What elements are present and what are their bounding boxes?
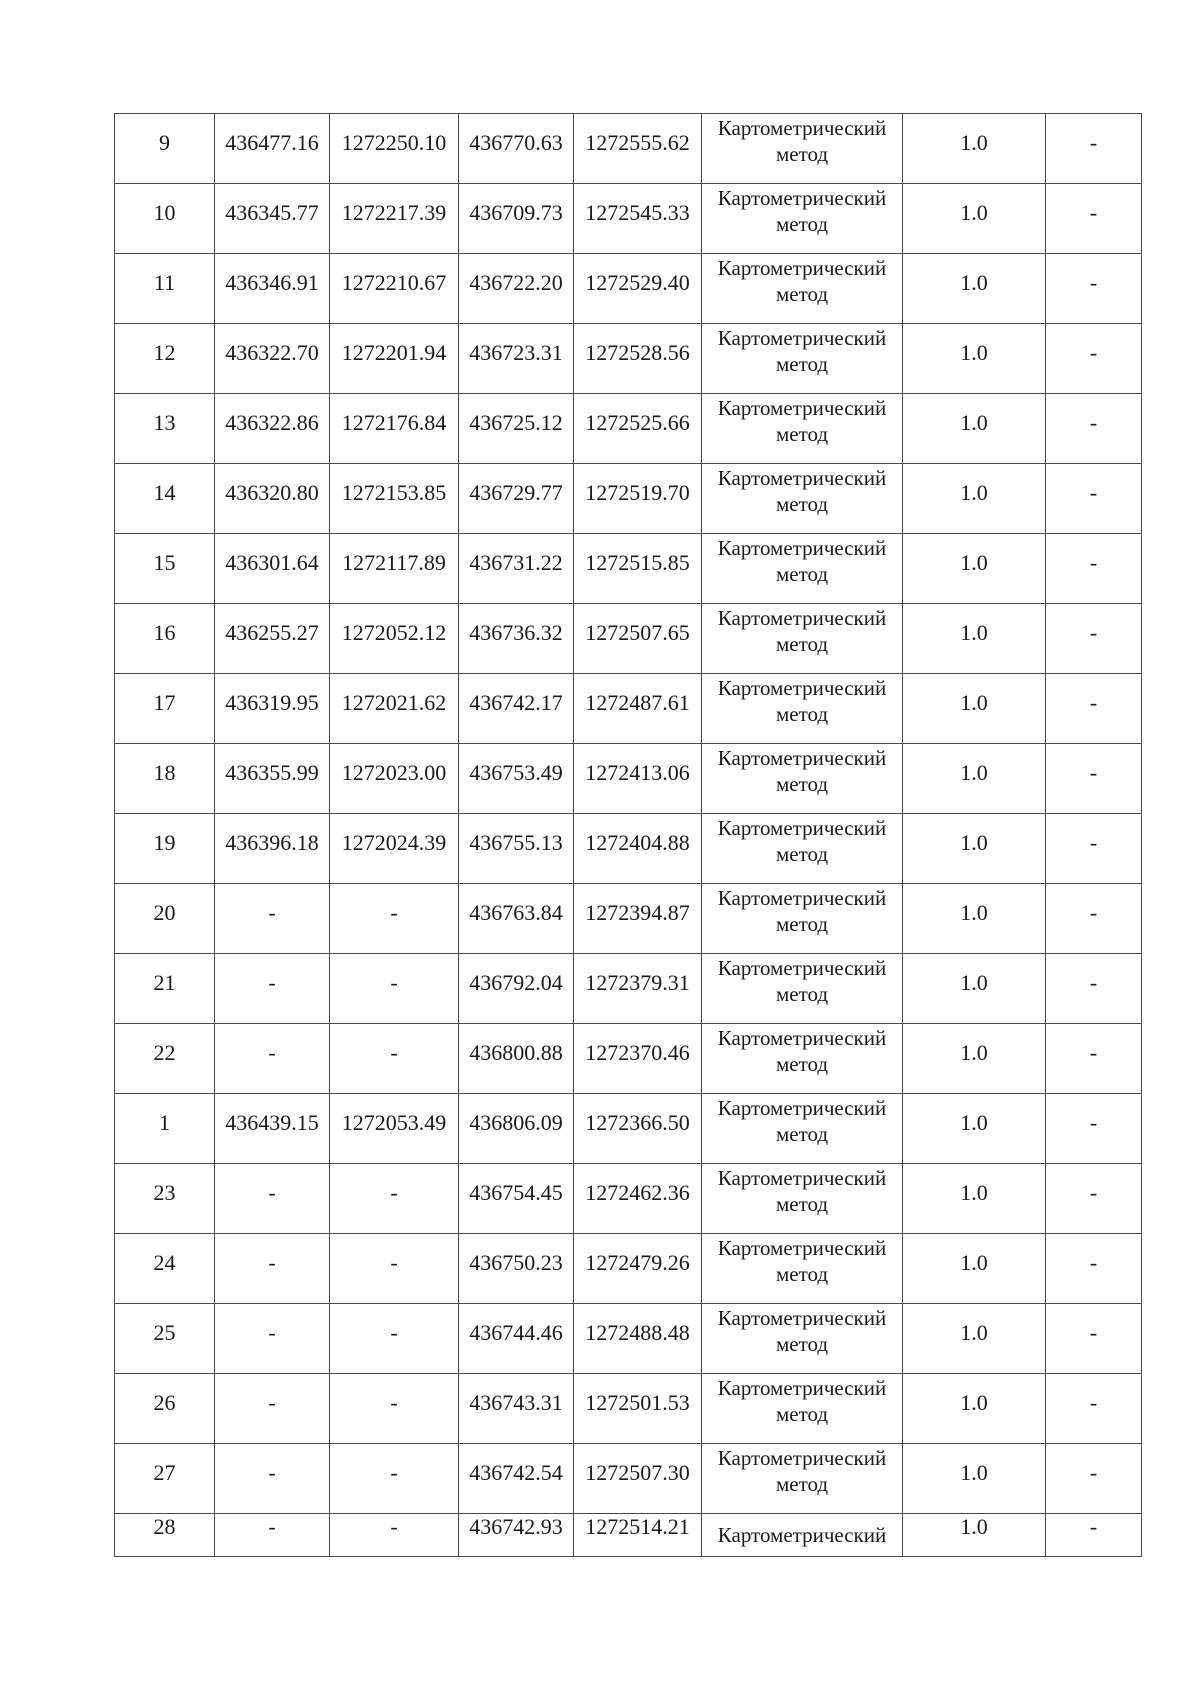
coordinates-table — [114, 113, 1142, 1557]
old-y-cell: 1272217.39 — [330, 184, 459, 254]
new-x-cell: 436743.31 — [459, 1374, 574, 1444]
new-x-cell: 436800.88 — [459, 1024, 574, 1094]
point-number-cell: 20 — [115, 884, 215, 954]
accuracy-cell: 1.0 — [903, 534, 1046, 604]
new-x-cell: 436742.93 — [459, 1514, 574, 1557]
method-line-1: Картометрический — [717, 256, 887, 280]
method-cell — [702, 744, 903, 814]
old-x-cell: - — [215, 1234, 330, 1304]
note-cell: - — [1046, 604, 1142, 674]
old-x-cell: 436345.77 — [215, 184, 330, 254]
new-x-cell: 436742.54 — [459, 1444, 574, 1514]
method-cell — [702, 184, 903, 254]
new-x-cell: 436742.17 — [459, 674, 574, 744]
new-y-cell: 1272370.46 — [574, 1024, 702, 1094]
accuracy-cell: 1.0 — [903, 114, 1046, 184]
method-line-1: Картометрический — [717, 1523, 887, 1547]
method-line-2: метод — [775, 562, 829, 586]
method-line-2: метод — [775, 982, 829, 1006]
note-cell: - — [1046, 884, 1142, 954]
note-cell: - — [1046, 744, 1142, 814]
new-y-cell: 1272507.65 — [574, 604, 702, 674]
method-line-1: Картометрический — [717, 186, 887, 210]
table-row — [115, 1374, 1142, 1444]
note-cell: - — [1046, 254, 1142, 324]
method-cell — [702, 534, 903, 604]
method-cell — [702, 1374, 903, 1444]
new-x-cell: 436763.84 — [459, 884, 574, 954]
new-x-cell: 436729.77 — [459, 464, 574, 534]
old-x-cell: 436439.15 — [215, 1094, 330, 1164]
old-x-cell: - — [215, 884, 330, 954]
method-cell — [702, 1514, 903, 1557]
point-number-cell: 16 — [115, 604, 215, 674]
method-cell — [702, 394, 903, 464]
new-y-cell: 1272555.62 — [574, 114, 702, 184]
old-y-cell: - — [330, 884, 459, 954]
method-cell — [702, 464, 903, 534]
point-number-cell: 24 — [115, 1234, 215, 1304]
point-number-cell: 23 — [115, 1164, 215, 1234]
method-line-1: Картометрический — [717, 1026, 887, 1050]
note-cell: - — [1046, 1304, 1142, 1374]
new-x-cell: 436806.09 — [459, 1094, 574, 1164]
table-row — [115, 674, 1142, 744]
old-x-cell: - — [215, 1164, 330, 1234]
table-row — [115, 1514, 1142, 1557]
method-line-1: Картометрический — [717, 1306, 887, 1330]
new-x-cell: 436744.46 — [459, 1304, 574, 1374]
method-line-1: Картометрический — [717, 1236, 887, 1260]
table-row — [115, 184, 1142, 254]
note-cell: - — [1046, 464, 1142, 534]
new-y-cell: 1272519.70 — [574, 464, 702, 534]
old-y-cell: 1272201.94 — [330, 324, 459, 394]
accuracy-cell: 1.0 — [903, 1304, 1046, 1374]
method-cell — [702, 1094, 903, 1164]
old-x-cell: 436477.16 — [215, 114, 330, 184]
method-line-1: Картометрический — [717, 116, 887, 140]
old-y-cell: - — [330, 1514, 459, 1557]
old-y-cell: 1272053.49 — [330, 1094, 459, 1164]
method-line-2: метод — [775, 1122, 829, 1146]
new-y-cell: 1272379.31 — [574, 954, 702, 1024]
point-number-cell: 10 — [115, 184, 215, 254]
method-line-1: Картометрический — [717, 1166, 887, 1190]
point-number-cell: 18 — [115, 744, 215, 814]
old-y-cell: - — [330, 1024, 459, 1094]
table-row — [115, 1234, 1142, 1304]
accuracy-cell: 1.0 — [903, 1444, 1046, 1514]
table-row — [115, 254, 1142, 324]
new-x-cell: 436722.20 — [459, 254, 574, 324]
accuracy-cell: 1.0 — [903, 604, 1046, 674]
method-cell — [702, 1234, 903, 1304]
accuracy-cell: 1.0 — [903, 1164, 1046, 1234]
accuracy-cell: 1.0 — [903, 464, 1046, 534]
old-y-cell: 1272023.00 — [330, 744, 459, 814]
table-row — [115, 814, 1142, 884]
old-y-cell: 1272024.39 — [330, 814, 459, 884]
method-cell — [702, 604, 903, 674]
method-line-1: Картометрический — [717, 746, 887, 770]
new-x-cell: 436723.31 — [459, 324, 574, 394]
point-number-cell: 27 — [115, 1444, 215, 1514]
new-y-cell: 1272528.56 — [574, 324, 702, 394]
new-y-cell: 1272487.61 — [574, 674, 702, 744]
point-number-cell: 15 — [115, 534, 215, 604]
note-cell: - — [1046, 324, 1142, 394]
point-number-cell: 21 — [115, 954, 215, 1024]
note-cell: - — [1046, 1024, 1142, 1094]
old-y-cell: - — [330, 1444, 459, 1514]
method-line-2: метод — [775, 1052, 829, 1076]
method-line-1: Картометрический — [717, 956, 887, 980]
method-line-2: метод — [775, 282, 829, 306]
method-line-2: метод — [775, 352, 829, 376]
table-row — [115, 884, 1142, 954]
method-cell — [702, 884, 903, 954]
point-number-cell: 12 — [115, 324, 215, 394]
point-number-cell: 26 — [115, 1374, 215, 1444]
old-x-cell: 436346.91 — [215, 254, 330, 324]
method-line-1: Картометрический — [717, 1446, 887, 1470]
old-x-cell: - — [215, 1444, 330, 1514]
new-y-cell: 1272529.40 — [574, 254, 702, 324]
method-line-2: метод — [775, 1472, 829, 1496]
table-row — [115, 1024, 1142, 1094]
point-number-cell: 13 — [115, 394, 215, 464]
new-x-cell: 436725.12 — [459, 394, 574, 464]
old-x-cell: 436322.86 — [215, 394, 330, 464]
note-cell: - — [1046, 534, 1142, 604]
old-x-cell: - — [215, 1304, 330, 1374]
method-line-2: метод — [775, 1192, 829, 1216]
new-x-cell: 436736.32 — [459, 604, 574, 674]
method-line-1: Картометрический — [717, 326, 887, 350]
note-cell: - — [1046, 1374, 1142, 1444]
note-cell: - — [1046, 1164, 1142, 1234]
method-cell — [702, 254, 903, 324]
accuracy-cell: 1.0 — [903, 1024, 1046, 1094]
new-y-cell: 1272394.87 — [574, 884, 702, 954]
method-cell — [702, 1304, 903, 1374]
method-line-1: Картометрический — [717, 886, 887, 910]
note-cell: - — [1046, 1094, 1142, 1164]
new-y-cell: 1272525.66 — [574, 394, 702, 464]
table-row — [115, 604, 1142, 674]
method-line-2: метод — [775, 912, 829, 936]
accuracy-cell: 1.0 — [903, 1234, 1046, 1304]
old-x-cell: - — [215, 1374, 330, 1444]
table-row — [115, 114, 1142, 184]
note-cell: - — [1046, 1514, 1142, 1557]
new-x-cell: 436770.63 — [459, 114, 574, 184]
accuracy-cell: 1.0 — [903, 1374, 1046, 1444]
table-row — [115, 394, 1142, 464]
table-row — [115, 534, 1142, 604]
old-y-cell: 1272210.67 — [330, 254, 459, 324]
note-cell: - — [1046, 184, 1142, 254]
point-number-cell: 11 — [115, 254, 215, 324]
method-line-1: Картометрический — [717, 536, 887, 560]
old-y-cell: 1272153.85 — [330, 464, 459, 534]
new-y-cell: 1272366.50 — [574, 1094, 702, 1164]
old-y-cell: 1272021.62 — [330, 674, 459, 744]
new-x-cell: 436731.22 — [459, 534, 574, 604]
old-x-cell: 436355.99 — [215, 744, 330, 814]
table-row — [115, 1094, 1142, 1164]
table-row — [115, 324, 1142, 394]
method-cell — [702, 1024, 903, 1094]
note-cell: - — [1046, 1444, 1142, 1514]
new-y-cell: 1272501.53 — [574, 1374, 702, 1444]
method-cell — [702, 324, 903, 394]
accuracy-cell: 1.0 — [903, 954, 1046, 1024]
table-row — [115, 1304, 1142, 1374]
point-number-cell: 22 — [115, 1024, 215, 1094]
method-line-2: метод — [775, 702, 829, 726]
accuracy-cell: 1.0 — [903, 1514, 1046, 1557]
point-number-cell: 17 — [115, 674, 215, 744]
old-x-cell: 436301.64 — [215, 534, 330, 604]
note-cell: - — [1046, 954, 1142, 1024]
method-line-1: Картометрический — [717, 606, 887, 630]
method-line-2: метод — [775, 422, 829, 446]
new-y-cell: 1272404.88 — [574, 814, 702, 884]
table-row — [115, 1444, 1142, 1514]
point-number-cell: 19 — [115, 814, 215, 884]
method-line-1: Картометрический — [717, 816, 887, 840]
point-number-cell: 9 — [115, 114, 215, 184]
new-x-cell: 436750.23 — [459, 1234, 574, 1304]
point-number-cell: 25 — [115, 1304, 215, 1374]
new-y-cell: 1272488.48 — [574, 1304, 702, 1374]
method-cell — [702, 814, 903, 884]
method-line-2: метод — [775, 632, 829, 656]
old-y-cell: - — [330, 1164, 459, 1234]
old-y-cell: 1272176.84 — [330, 394, 459, 464]
method-line-2: метод — [775, 1332, 829, 1356]
note-cell: - — [1046, 1234, 1142, 1304]
method-line-1: Картометрический — [717, 676, 887, 700]
method-line-2: метод — [775, 1402, 829, 1426]
new-y-cell: 1272514.21 — [574, 1514, 702, 1557]
note-cell: - — [1046, 814, 1142, 884]
new-x-cell: 436792.04 — [459, 954, 574, 1024]
coordinates-table-body — [115, 114, 1142, 1557]
new-y-cell: 1272479.26 — [574, 1234, 702, 1304]
method-cell — [702, 1444, 903, 1514]
point-number-cell: 1 — [115, 1094, 215, 1164]
old-x-cell: 436319.95 — [215, 674, 330, 744]
table-row — [115, 464, 1142, 534]
method-line-1: Картометрический — [717, 466, 887, 490]
old-x-cell: - — [215, 1514, 330, 1557]
note-cell: - — [1046, 674, 1142, 744]
old-y-cell: 1272117.89 — [330, 534, 459, 604]
accuracy-cell: 1.0 — [903, 254, 1046, 324]
method-cell — [702, 114, 903, 184]
note-cell: - — [1046, 394, 1142, 464]
accuracy-cell: 1.0 — [903, 884, 1046, 954]
point-number-cell: 28 — [115, 1514, 215, 1557]
new-y-cell: 1272515.85 — [574, 534, 702, 604]
new-y-cell: 1272413.06 — [574, 744, 702, 814]
old-x-cell: 436322.70 — [215, 324, 330, 394]
table-row — [115, 1164, 1142, 1234]
table-row — [115, 954, 1142, 1024]
old-x-cell: - — [215, 1024, 330, 1094]
new-x-cell: 436709.73 — [459, 184, 574, 254]
method-line-2: метод — [775, 492, 829, 516]
old-y-cell: - — [330, 954, 459, 1024]
old-x-cell: 436396.18 — [215, 814, 330, 884]
new-x-cell: 436754.45 — [459, 1164, 574, 1234]
method-line-2: метод — [775, 212, 829, 236]
method-cell — [702, 674, 903, 744]
new-y-cell: 1272507.30 — [574, 1444, 702, 1514]
method-cell — [702, 1164, 903, 1234]
method-line-2: метод — [775, 842, 829, 866]
new-y-cell: 1272545.33 — [574, 184, 702, 254]
old-y-cell: 1272250.10 — [330, 114, 459, 184]
note-cell: - — [1046, 114, 1142, 184]
method-line-2: метод — [775, 142, 829, 166]
accuracy-cell: 1.0 — [903, 814, 1046, 884]
old-x-cell: 436320.80 — [215, 464, 330, 534]
accuracy-cell: 1.0 — [903, 744, 1046, 814]
method-line-1: Картометрический — [717, 396, 887, 420]
point-number-cell: 14 — [115, 464, 215, 534]
accuracy-cell: 1.0 — [903, 394, 1046, 464]
old-x-cell: 436255.27 — [215, 604, 330, 674]
old-y-cell: - — [330, 1234, 459, 1304]
old-x-cell: - — [215, 954, 330, 1024]
old-y-cell: - — [330, 1374, 459, 1444]
accuracy-cell: 1.0 — [903, 324, 1046, 394]
method-line-2: метод — [775, 1262, 829, 1286]
method-line-1: Картометрический — [717, 1376, 887, 1400]
accuracy-cell: 1.0 — [903, 1094, 1046, 1164]
method-cell — [702, 954, 903, 1024]
table-row — [115, 744, 1142, 814]
accuracy-cell: 1.0 — [903, 184, 1046, 254]
method-line-2: метод — [775, 772, 829, 796]
old-y-cell: 1272052.12 — [330, 604, 459, 674]
method-line-1: Картометрический — [717, 1096, 887, 1120]
new-y-cell: 1272462.36 — [574, 1164, 702, 1234]
new-x-cell: 436755.13 — [459, 814, 574, 884]
new-x-cell: 436753.49 — [459, 744, 574, 814]
old-y-cell: - — [330, 1304, 459, 1374]
accuracy-cell: 1.0 — [903, 674, 1046, 744]
